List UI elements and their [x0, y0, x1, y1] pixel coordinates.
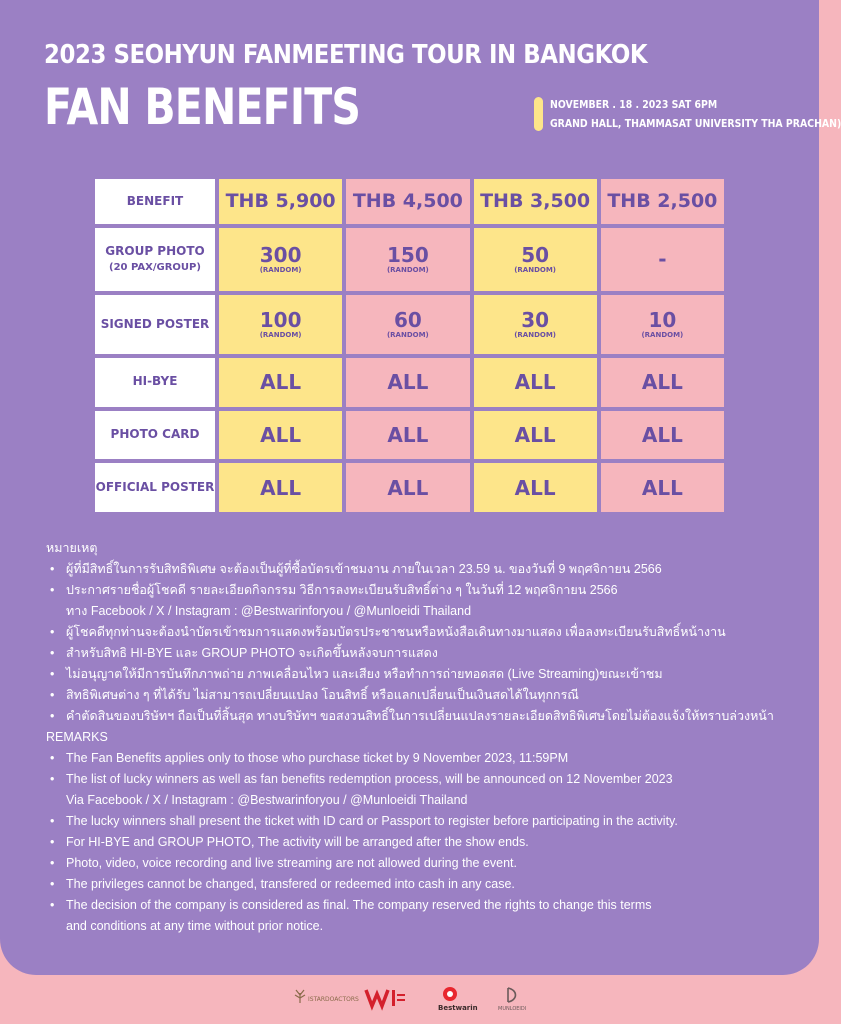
- random-note: (RANDOM): [386, 265, 429, 274]
- list-item: • สิทธิพิเศษต่าง ๆ ที่ได้รับ ไม่สามารถเปลี่ยนแปลง โอนสิทธิ์ หรือแลกเปลี่ยนเป็นเงินสดได้ในทุกกรณี: [46, 685, 786, 706]
- row-label: HI-BYE: [95, 358, 215, 407]
- list-item-continuation: and conditions at any time without prior notice.: [66, 919, 324, 933]
- list-item: • The lucky winners shall present the ticket with ID card or Passport to register before participating in the activity.: [46, 811, 786, 832]
- qty-value: 150: [387, 242, 429, 267]
- table-row: [95, 358, 724, 407]
- list-item: • สำหรับสิทธิ HI-BYE และ GROUP PHOTO จะเกิดขึ้นหลังจบการแสดง: [46, 643, 786, 664]
- list-item-continuation: ทาง Facebook / X / Instagram : @Bestwarinforyou / @Munloeidi Thailand: [66, 604, 472, 618]
- table-row: [95, 411, 724, 460]
- list-item: • The privileges cannot be changed, transfered or redeemed into cash in any case.: [46, 874, 786, 895]
- all-value: ALL: [641, 475, 683, 500]
- table-row: [95, 228, 724, 291]
- bestwarin-logo: [436, 985, 480, 1017]
- qty-value: 30: [521, 307, 550, 332]
- row-label: SIGNED POSTER: [95, 295, 215, 354]
- remarks-heading: REMARKS: [46, 730, 108, 744]
- price-header: [346, 179, 469, 224]
- price-header: [601, 179, 724, 224]
- benefit-cell: [219, 358, 342, 407]
- random-note: (RANDOM): [514, 265, 557, 274]
- benefit-cell: [219, 228, 342, 291]
- benefit-cell: [474, 295, 597, 354]
- tour-title: 2023 SEOHYUN FANMEETING TOUR IN BANGKOK: [44, 40, 648, 70]
- row-label: [95, 228, 215, 291]
- corner-label: BENEFIT: [95, 179, 215, 224]
- benefits-table: [91, 175, 728, 516]
- list-item: • คำตัดสินของบริษัทฯ ถือเป็นที่สิ้นสุด ทางบริษัทฯ ขอสงวนสิทธิ์ในการเปลี่ยนแปลงรายละเอียดสิทธิพิเศษโดยไม่ต้องแจ้งให้ทราบล่วงหน้า: [46, 706, 786, 727]
- munloeidi-logo: [496, 985, 536, 1017]
- all-value: ALL: [260, 422, 302, 447]
- list-item: • For HI-BYE and GROUP PHOTO, The activity will be arranged after the show ends.: [46, 832, 786, 853]
- sponsor-logos: [0, 985, 819, 1015]
- page-title: FAN BENEFITS: [44, 78, 361, 136]
- qty-value: 10: [648, 307, 677, 332]
- row-label: OFFICIAL POSTER: [95, 463, 215, 512]
- random-note: (RANDOM): [641, 330, 684, 339]
- event-venue: GRAND HALL, THAMMASAT UNIVERSITY THA PRACHAN): [550, 117, 841, 130]
- price-label: THB 4,500: [352, 190, 463, 213]
- benefit-cell: [219, 411, 342, 460]
- qty-value: 100: [259, 307, 302, 332]
- all-value: ALL: [387, 422, 429, 447]
- all-value: ALL: [260, 475, 302, 500]
- list-item: [46, 769, 786, 811]
- all-value: ALL: [641, 422, 683, 447]
- qty-value: -: [658, 247, 667, 272]
- all-value: ALL: [387, 370, 429, 395]
- list-item-text: The decision of the company is considered as final. The company reserved the rights to change this terms: [66, 898, 652, 912]
- event-accent-bar: [534, 97, 543, 131]
- table-row: [95, 295, 724, 354]
- list-item-continuation: Via Facebook / X / Instagram : @Bestwarinforyou / @Munloeidi Thailand: [66, 793, 468, 807]
- benefit-cell: [601, 228, 724, 291]
- list-item: • ผู้ที่มีสิทธิ์ในการรับสิทธิพิเศษ จะต้องเป็นผู้ที่ซื้อบัตรเข้าชมงาน ภายในเวลา 23.59 น. ของวันที่ 9 พฤศจิกายน 2566: [46, 559, 786, 580]
- benefit-cell: [346, 295, 469, 354]
- row-label: PHOTO CARD: [95, 411, 215, 460]
- list-item: • ผู้โชคดีทุกท่านจะต้องนำบัตรเข้าชมการแสดงพร้อมบัตรประชาชนหรือหนังสือเดินทางมาแสดง เพื่อลงทะเบียนรับสิทธิ์หน้างาน: [46, 622, 786, 643]
- all-value: ALL: [514, 370, 556, 395]
- random-note: (RANDOM): [514, 330, 557, 339]
- list-item: [46, 580, 786, 622]
- logo-text: MUNLOEIDI: [498, 1006, 527, 1012]
- list-item: • Photo, video, voice recording and live streaming are not allowed during the event.: [46, 853, 786, 874]
- price-label: THB 2,500: [607, 190, 718, 213]
- all-value: ALL: [641, 370, 683, 395]
- all-value: ALL: [514, 475, 556, 500]
- list-item-text: ประกาศรายชื่อผู้โชคดี รายละเอียดกิจกรรม วิธีการลงทะเบียนรับสิทธิ์ต่าง ๆ ในวันที่ 12 พฤศจิกายน 2566: [66, 583, 618, 597]
- all-value: ALL: [514, 422, 556, 447]
- qty-value: 50: [521, 242, 550, 267]
- benefit-cell: [219, 463, 342, 512]
- remarks-list: [46, 748, 786, 937]
- thai-notes-heading: หมายเหตุ: [46, 541, 98, 555]
- price-header: [474, 179, 597, 224]
- notes-section: [46, 538, 786, 937]
- benefit-cell: [474, 228, 597, 291]
- benefit-cell: [601, 295, 724, 354]
- benefit-cell: [474, 358, 597, 407]
- benefit-cell: [346, 358, 469, 407]
- logo-text: ISTARDOACTORS: [308, 996, 359, 1003]
- benefit-cell: [601, 358, 724, 407]
- benefit-cell: [601, 411, 724, 460]
- qty-value: 60: [393, 307, 422, 332]
- benefit-cell: [346, 463, 469, 512]
- random-note: (RANDOM): [259, 330, 302, 339]
- list-item: • The Fan Benefits applies only to those who purchase ticket by 9 November 2023, 11:59PM: [46, 748, 786, 769]
- all-value: ALL: [260, 370, 302, 395]
- benefit-cell: [219, 295, 342, 354]
- benefit-cell: [474, 463, 597, 512]
- list-item-text: The list of lucky winners as well as fan benefits redemption process, will be announced on 12 November 2023: [66, 772, 673, 786]
- price-header: [219, 179, 342, 224]
- benefit-cell: [346, 228, 469, 291]
- table-header-row: [95, 179, 724, 224]
- price-label: THB 3,500: [480, 190, 591, 213]
- benefit-cell: [346, 411, 469, 460]
- price-label: THB 5,900: [225, 190, 336, 213]
- list-item: • ไม่อนุญาตให้มีการบันทึกภาพถ่าย ภาพเคลื่อนไหว และเสียง หรือทำการถ่ายทอดสด (Live Streaming)ขณะเข้าชม: [46, 664, 786, 685]
- random-note: (RANDOM): [259, 265, 302, 274]
- random-note: (RANDOM): [386, 330, 429, 339]
- list-item: [46, 895, 786, 937]
- event-date: NOVEMBER . 18 . 2023 SAT 6PM: [550, 98, 718, 111]
- row-label-text: GROUP PHOTO: [105, 243, 205, 258]
- benefit-cell: [601, 463, 724, 512]
- istardoactors-logo: [292, 985, 359, 1015]
- row-sublabel: (20 PAX/GROUP): [109, 262, 201, 274]
- all-value: ALL: [387, 475, 429, 500]
- thai-notes-list: [46, 559, 786, 727]
- benefit-cell: [474, 411, 597, 460]
- logo-text: Bestwarin: [438, 1004, 478, 1012]
- qty-value: 300: [259, 242, 302, 267]
- table-row: [95, 463, 724, 512]
- w-brand-logo: [364, 985, 410, 1015]
